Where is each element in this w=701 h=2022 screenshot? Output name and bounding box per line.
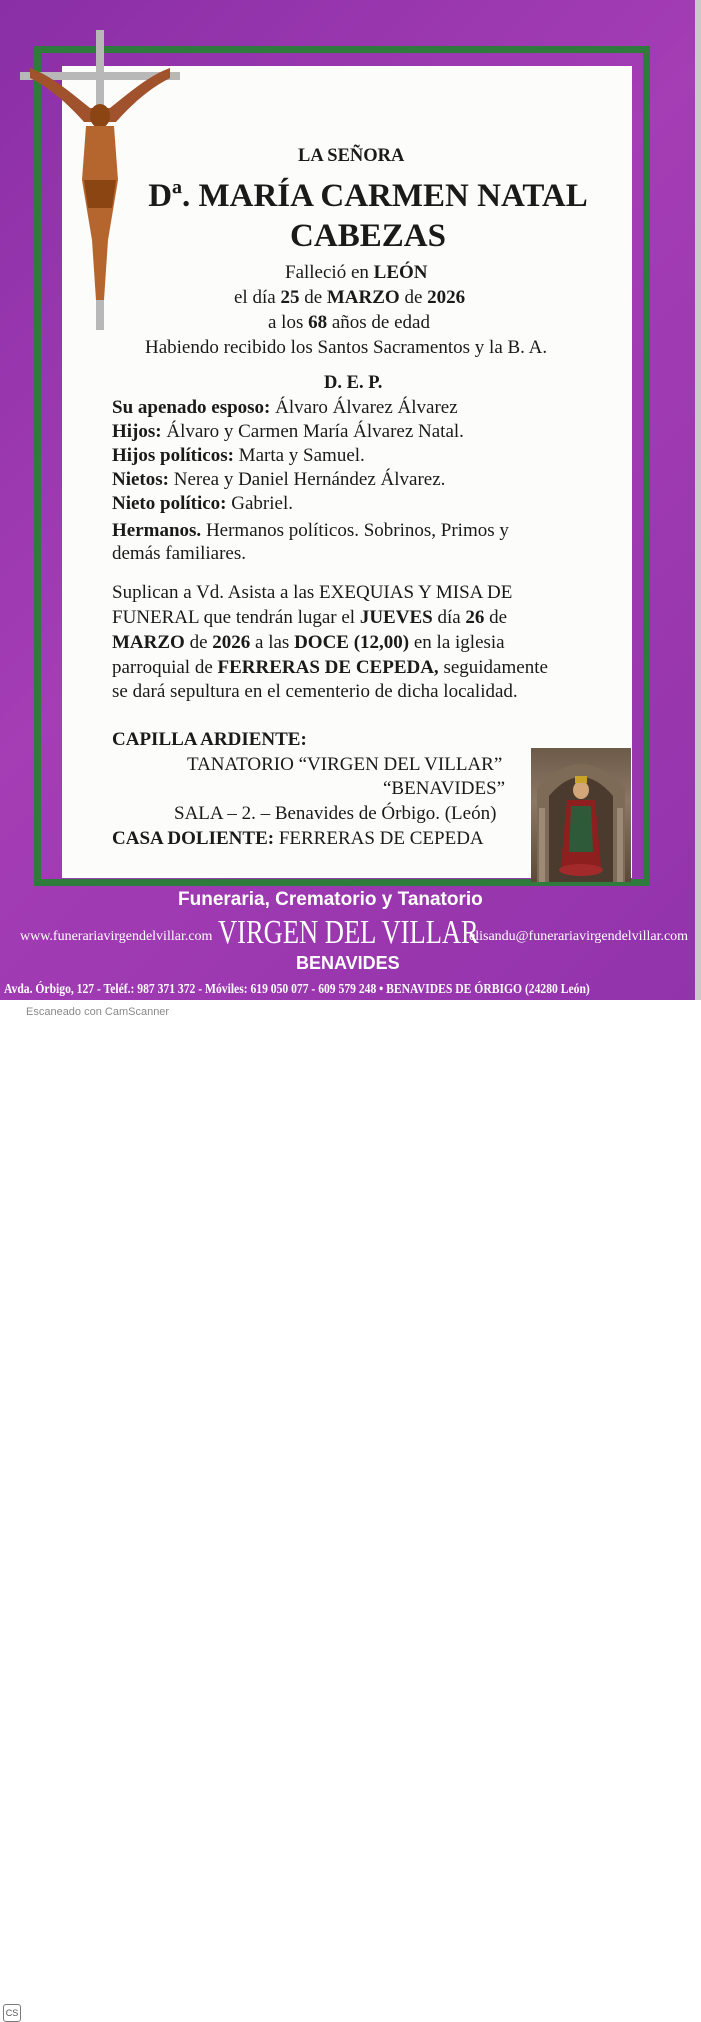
family-value: Nerea y Daniel Hernández Álvarez. [168,469,446,490]
funeral-text: de [184,632,213,653]
funeral-church: FERRERAS DE CEPEDA, [217,657,439,678]
death-age [268,312,430,334]
funeral-time: DOCE (12,00) [294,632,410,653]
footer-brand: VIRGEN DEL VILLAR [218,914,479,951]
date-month: MARZO [326,287,400,308]
date-day: 25 [280,287,300,308]
funeral-text: FUNERAL que tendrán lugar el [112,607,360,628]
deceased-name-line2: CABEZAS [290,218,446,254]
capilla-title: CAPILLA ARDIENTE: [112,729,307,750]
dep-line: D. E. P. [324,373,383,393]
age-prefix: a los [268,312,309,333]
footer-website[interactable]: www.funerariavirgendelvillar.com [20,929,213,944]
funeral-line-4 [112,657,548,679]
family-line-1 [112,397,458,419]
funeral-text: de [484,607,508,628]
death-place-value: LEÓN [373,262,428,283]
casa-value: FERRERAS DE CEPEDA [274,828,484,849]
funeral-text: en la iglesia [409,632,505,653]
heading: LA SEÑORA [298,146,405,166]
casa-doliente [112,828,484,850]
death-place-prefix: Falleció en [285,262,374,283]
family-line-6 [112,520,509,542]
funeral-line-3 [112,632,505,654]
capilla-line-1: TANATORIO “VIRGEN DEL VILLAR” [187,754,503,775]
funeral-line-1: Suplican a Vd. Asista a las EXEQUIAS Y MISA DE [112,582,513,603]
family-value: Hermanos políticos. Sobrinos, Primos y [201,520,509,541]
footer-address: Avda. Órbigo, 127 - Teléf.: 987 371 372 - Móviles: 619 050 077 - 609 579 248 • BENAVIDES DE ÓRBIGO (24280 León) [4,981,590,996]
date-de2: de [399,287,428,308]
scanner-bar [0,1000,701,2018]
funeral-text: a las [250,632,295,653]
family-value: Marta y Samuel. [233,445,365,466]
footer-town: BENAVIDES [296,953,400,973]
capilla-line-2: “BENAVIDES” [383,778,506,799]
funeral-text: día [432,607,466,628]
family-label: Su apenado esposo: [112,397,271,418]
sacraments-line: Habiendo recibido los Santos Sacramentos y la B. A. [145,337,548,358]
date-de1: de [299,287,327,308]
family-line-2 [112,421,464,443]
funeral-year: 2026 [212,632,251,653]
family-label: Hijos políticos: [112,445,234,466]
family-label: Nieto político: [112,493,227,514]
date-year: 2026 [427,287,466,308]
family-end: demás familiares. [112,543,247,564]
family-value: Álvaro y Carmen María Álvarez Natal. [161,421,464,442]
age-value: 68 [308,312,328,333]
funeral-day: 26 [465,607,485,628]
obituary-sheet [0,0,701,1000]
camscanner-logo: CS [3,2004,21,2022]
footer-services: Funeraria, Crematorio y Tanatorio [178,889,483,910]
funeral-month: MARZO [112,632,185,653]
death-date [234,287,465,309]
funeral-weekday: JUEVES [359,607,433,628]
footer-email[interactable]: elisandu@funerariavirgendelvillar.com [469,929,689,944]
family-line-5 [112,493,293,515]
funeral-text: parroquial de [112,657,218,678]
family-label: Hijos: [112,421,162,442]
family-label: Hermanos. [112,520,202,541]
family-value: Álvaro Álvarez Álvarez [270,397,458,418]
family-line-3 [112,445,365,467]
casa-label: CASA DOLIENTE: [112,828,275,849]
funeral-line-2 [112,607,507,629]
scanner-text: Escaneado con CamScanner [26,1006,170,1018]
funeral-text: seguidamente [438,657,548,678]
funeral-line-5: se dará sepultura en el cementerio de dicha localidad. [112,681,518,702]
capilla-line-3: SALA – 2. – Benavides de Órbigo. (León) [174,803,497,824]
date-prefix: el día [234,287,281,308]
death-place [285,262,428,284]
family-label: Nietos: [112,469,169,490]
family-value: Gabriel. [226,493,293,514]
family-line-4 [112,469,445,491]
virgin-statue-photo [531,748,631,882]
deceased-name-line1: Dª. MARÍA CARMEN NATAL [148,178,588,214]
age-suffix: años de edad [327,312,430,333]
